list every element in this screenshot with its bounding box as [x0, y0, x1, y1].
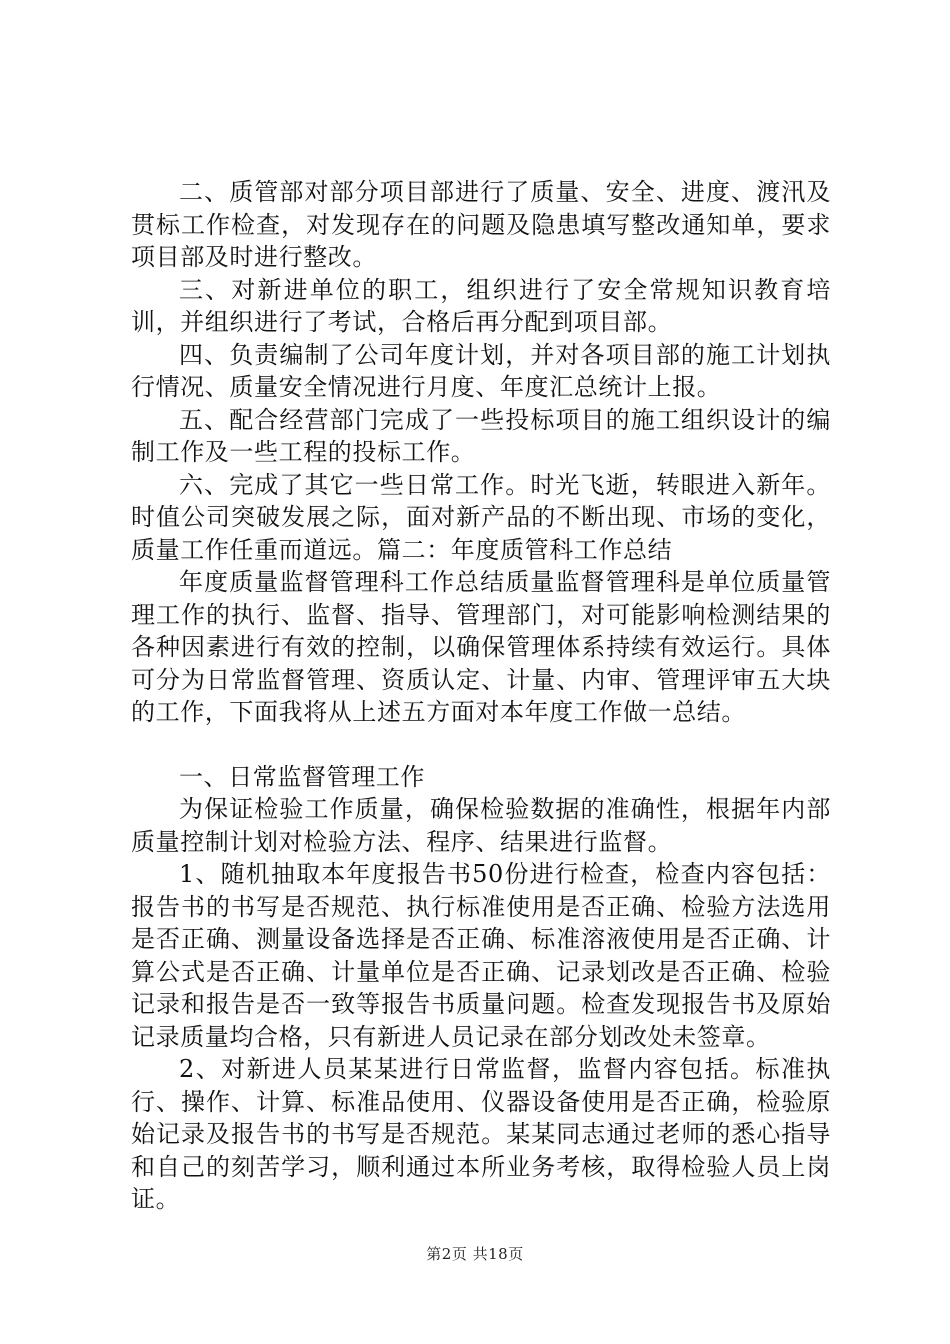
paragraph-supervision-purpose: 为保证检验工作质量，确保检验数据的准确性，根据年内部质量控制计划对检验方法、程序、结果进行监督。 — [131, 795, 831, 856]
paragraph-quality-inspection: 二、质管部对部分项目部进行了质量、安全、进度、渡汛及贯标工作检查，对发现存在的问题及隐患填写整改通知单，要求项目部及时进行整改。 — [131, 178, 831, 271]
document-body — [131, 176, 831, 1216]
paragraph-summary-intro: 年度质量监督管理科工作总结质量监督管理科是单位质量管理工作的执行、监督、指导、管理部门，对可能影响检测结果的各种因素进行有效的控制，以确保管理体系持续有效运行。具体可分为日常监督管理、资质认定、计量、内审、管理评审五大块的工作，下面我将从上述五方面对本年度工作做一总结。 — [131, 568, 831, 726]
paragraph-annual-plan: 四、负责编制了公司年度计划，并对各项目部的施工计划执行情况、质量安全情况进行月度、年度汇总统计上报。 — [131, 340, 831, 401]
paragraph-daily-work: 六、完成了其它一些日常工作。时光飞逝，转眼进入新年。时值公司突破发展之际，面对新产品的不断出现、市场的变化，质量工作任重而道远。篇二：年度质管科工作总结 — [131, 470, 831, 564]
paragraph-new-staff-supervision: 2、对新进人员某某进行日常监督，监督内容包括。标准执行、操作、计算、标准品使用、仪器设备使用是否正确，检验原始记录及报告书的书写是否规范。某某同志通过老师的悉心指导和自己的刻苦学习，顺利通过本所业务考核，取得检验人员上岗证。 — [131, 1055, 831, 1213]
paragraph-bidding-work: 五、配合经营部门完成了一些投标项目的施工组织设计的编制工作及一些工程的投标工作。 — [131, 405, 831, 466]
paragraph-staff-training: 三、对新进单位的职工，组织进行了安全常规知识教育培训，并组织进行了考试，合格后再分配到项目部。 — [131, 275, 831, 336]
page-number-footer: 第2页 共18页 — [426, 1245, 524, 1263]
paragraph-report-check: 1、随机抽取本年度报告书50份进行检查，检查内容包括：报告书的书写是否规范、执行标准使用是否正确、检验方法选用是否正确、测量设备选择是否正确、标准溶液使用是否正确、计算公式是否正确、计量单位是否正确、记录划改是否正确、检验记录和报告是否一致等报告书质量问题。检查发现报告书及原始记录质量均合格，只有新进人员记录在部分划改处未签章。 — [131, 860, 831, 1051]
section-heading-daily-supervision: 一、日常监督管理工作 — [179, 762, 425, 791]
